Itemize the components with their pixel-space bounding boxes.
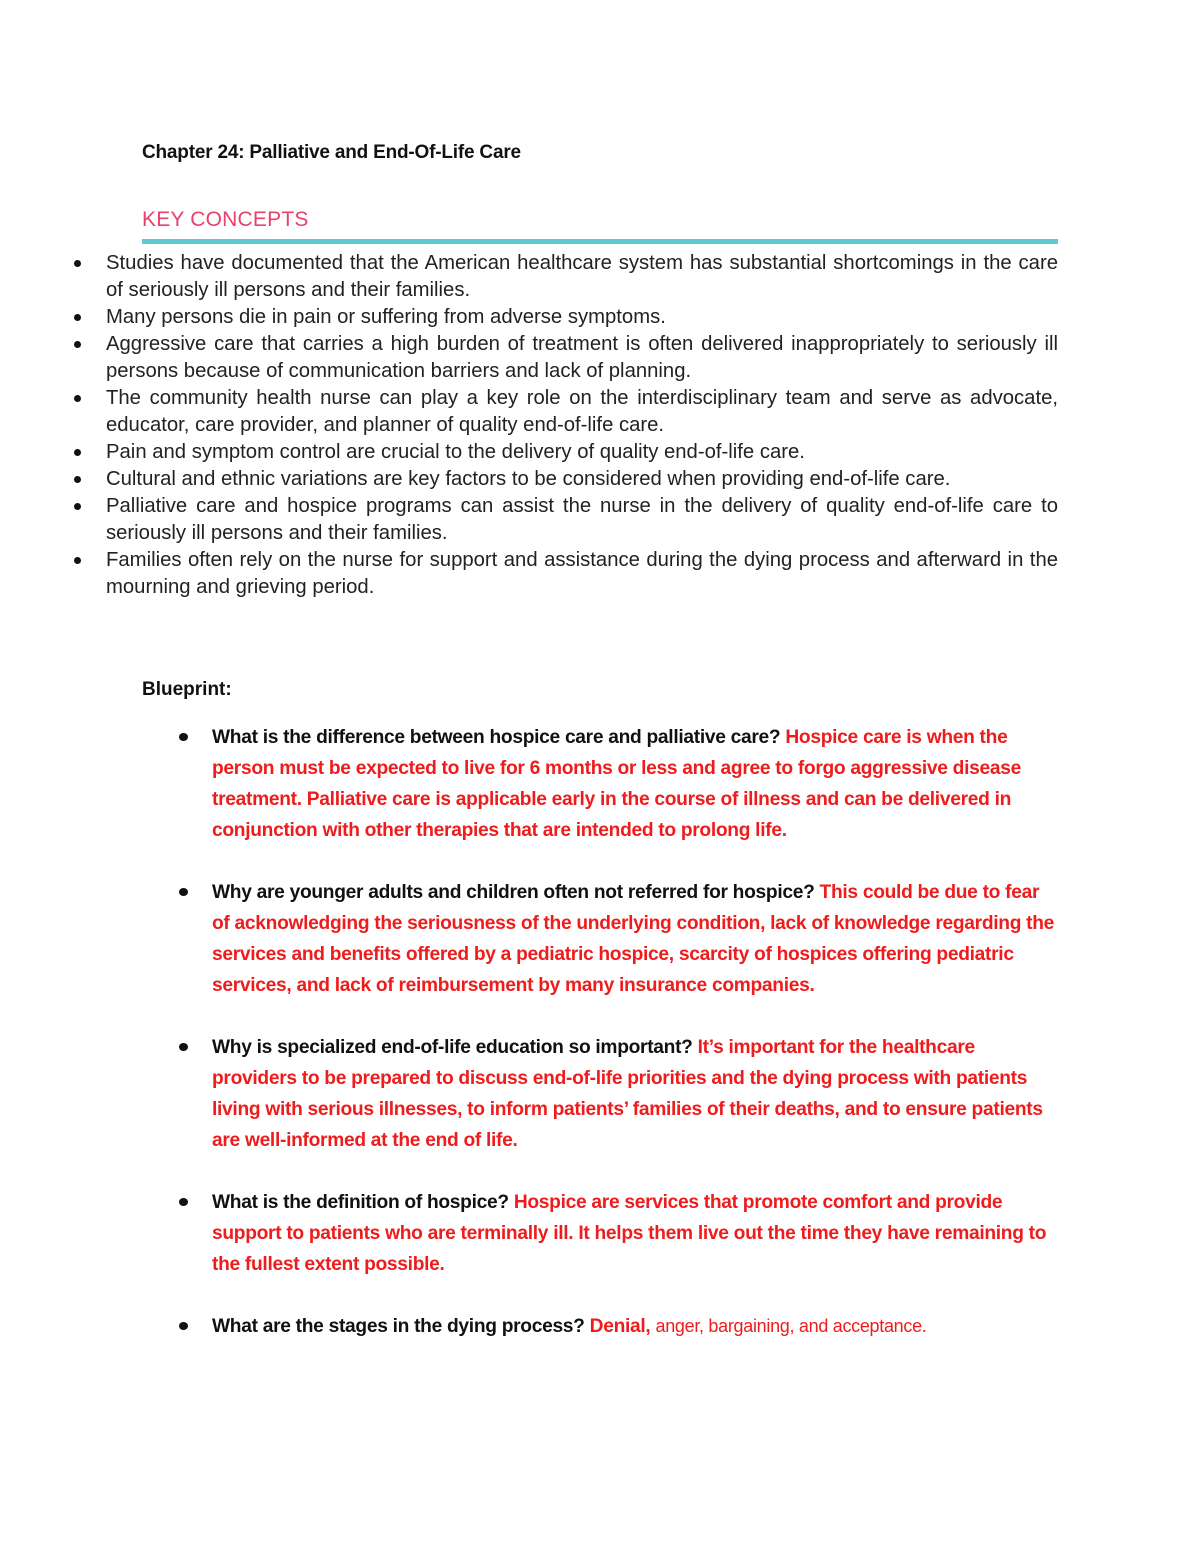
bullet-icon: [74, 260, 81, 267]
bullet-icon: [179, 1322, 188, 1330]
key-concept-item: [70, 439, 1058, 466]
blueprint-list: [176, 722, 1060, 1373]
blueprint-item: [176, 877, 1060, 1001]
key-concept-item: [70, 304, 1058, 331]
bullet-icon: [74, 557, 81, 564]
key-concept-text: Pain and symptom control are crucial to the delivery of quality end-of-life care.: [106, 441, 805, 463]
blueprint-answer: It’s important for the healthcare providers to be prepared to discuss end-of-life priorities and the dying process with patients living with serious illnesses, to inform patients’ families of their deaths, and to ensure patients are well-informed at the end of life.: [212, 1037, 1043, 1151]
key-concepts-heading: KEY CONCEPTS: [142, 208, 309, 231]
blueprint-question: What is the difference between hospice care and palliative care?: [212, 727, 781, 748]
bullet-icon: [179, 888, 188, 896]
blueprint-question: Why are younger adults and children often not referred for hospice?: [212, 882, 815, 903]
key-concept-item: [70, 331, 1058, 385]
blueprint-item: [176, 722, 1060, 846]
key-concepts-divider: [142, 239, 1058, 244]
bullet-icon: [179, 1198, 188, 1206]
key-concept-item: [70, 385, 1058, 439]
key-concept-item: [70, 466, 1058, 493]
key-concept-item: [70, 547, 1058, 601]
bullet-icon: [179, 1043, 188, 1051]
blueprint-answer: Hospice are services that promote comfort and provide support to patients who are terminally ill. It helps them live out the time they have remaining to the fullest extent possible.: [212, 1192, 1047, 1275]
key-concept-item: [70, 493, 1058, 547]
bullet-icon: [74, 449, 81, 456]
bullet-icon: [74, 476, 81, 483]
bullet-icon: [74, 503, 81, 510]
blueprint-answer: Denial,: [584, 1316, 656, 1337]
key-concept-text: Aggressive care that carries a high burden of treatment is often delivered inappropriately to seriously ill persons because of communication barriers and lack of planning.: [106, 333, 1058, 382]
key-concept-text: Palliative care and hospice programs can assist the nurse in the delivery of quality end-of-life care to seriously ill persons and their families.: [106, 495, 1058, 544]
key-concept-text: Many persons die in pain or suffering from adverse symptoms.: [106, 306, 666, 328]
blueprint-question: What are the stages in the dying process?: [212, 1316, 585, 1337]
blueprint-answer-continued: anger, bargaining, and acceptance.: [655, 1316, 927, 1336]
key-concept-text: Studies have documented that the American healthcare system has substantial shortcomings in the care of seriously ill persons and their families.: [106, 252, 1058, 301]
bullet-icon: [74, 314, 81, 321]
blueprint-answer: This could be due to fear of acknowledging the seriousness of the underlying condition, lack of knowledge regarding the services and benefits offered by a pediatric hospice, scarcity of hospices offering pediatric services, and lack of reimbursement by many insurance companies.: [212, 882, 1055, 996]
blueprint-item: [176, 1187, 1060, 1280]
bullet-icon: [74, 341, 81, 348]
blueprint-item: [176, 1032, 1060, 1156]
chapter-title: Chapter 24: Palliative and End-Of-Life Care: [142, 142, 521, 163]
blueprint-question: What is the definition of hospice?: [212, 1192, 509, 1213]
key-concept-text: The community health nurse can play a key role on the interdisciplinary team and serve as advocate, educator, care provider, and planner of quality end-of-life care.: [106, 387, 1058, 436]
blueprint-question: Why is specialized end-of-life education so important?: [212, 1037, 693, 1058]
key-concept-text: Families often rely on the nurse for support and assistance during the dying process and afterward in the mourning and grieving period.: [106, 549, 1058, 598]
key-concept-item: [70, 250, 1058, 304]
blueprint-answer: Hospice care is when the person must be expected to live for 6 months or less and agree to forgo aggressive disease treatment. Palliative care is applicable early in the course of illness and can be delivered in conjunction with other therapies that are intended to prolong life.: [212, 727, 1021, 841]
blueprint-heading: Blueprint:: [142, 679, 232, 700]
key-concepts-list: [70, 250, 1058, 601]
key-concept-text: Cultural and ethnic variations are key factors to be considered when providing end-of-life care.: [106, 468, 951, 490]
bullet-icon: [179, 733, 188, 741]
blueprint-item: [176, 1311, 1060, 1342]
bullet-icon: [74, 395, 81, 402]
